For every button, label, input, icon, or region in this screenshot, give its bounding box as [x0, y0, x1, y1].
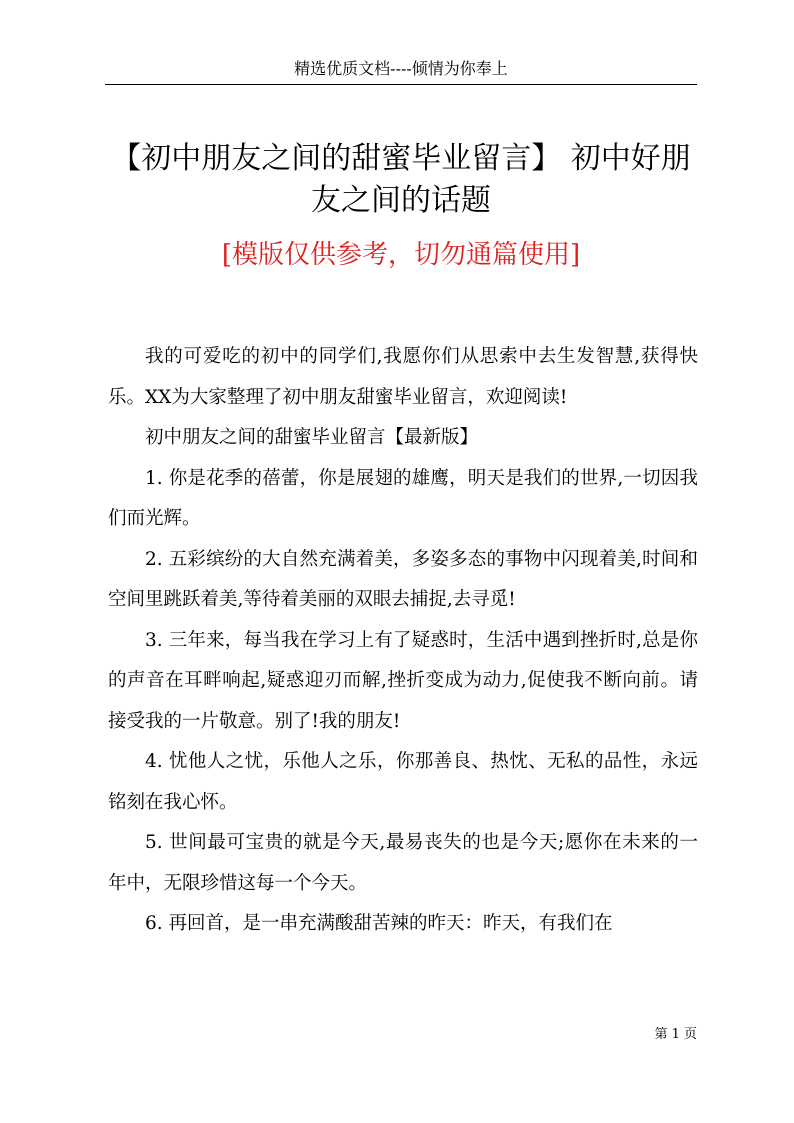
paragraph-item-5: 5. 世间最可宝贵的就是今天,最易丧失的也是今天;愿你在未来的一年中，无限珍惜这每一个今天。 — [108, 832, 698, 894]
document-subtitle: [模版仅供参考，切勿通篇使用] — [221, 240, 581, 270]
paragraph-item-3: 3. 三年来，每当我在学习上有了疑惑时，生活中遇到挫折时,总是你的声音在耳畔响起,疑惑迎刃而解,挫折变成为动力,促使我不断向前。请接受我的一片敬意。别了!我的朋友! — [108, 629, 698, 732]
paragraph-item-6: 6. 再回首，是一串充满酸甜苦辣的昨天：昨天，有我们在 — [145, 913, 613, 934]
paragraph-heading: 初中朋友之间的甜蜜毕业留言【最新版】 — [145, 427, 479, 448]
header-divider — [105, 84, 697, 85]
paragraph-item-2: 2. 五彩缤纷的大自然充满着美，多姿多态的事物中闪现着美,时间和空间里跳跃着美,等待着美丽的双眼去捕捉,去寻觅! — [108, 548, 698, 610]
paragraph-item-4: 4. 忧他人之忧，乐他人之乐，你那善良、热忱、无私的品性，永远铭刻在我心怀。 — [108, 751, 698, 813]
paragraph-item-1: 1. 你是花季的蓓蕾，你是展翅的雄鹰，明天是我们的世界,一切因我们而光辉。 — [108, 467, 698, 529]
page-header: 精选优质文档----倾情为你奉上 — [294, 59, 508, 78]
page-number: 第 1 页 — [654, 1027, 697, 1042]
paragraph-intro: 我的可爱吃的初中的同学们,我愿你们从思索中去生发智慧,获得快乐。XX为大家整理了初中朋友甜蜜毕业留言，欢迎阅读! — [108, 346, 698, 408]
document-body — [108, 337, 698, 945]
document-title: 【初中朋友之间的甜蜜毕业留言】 初中好朋友之间的话题 — [111, 141, 691, 218]
